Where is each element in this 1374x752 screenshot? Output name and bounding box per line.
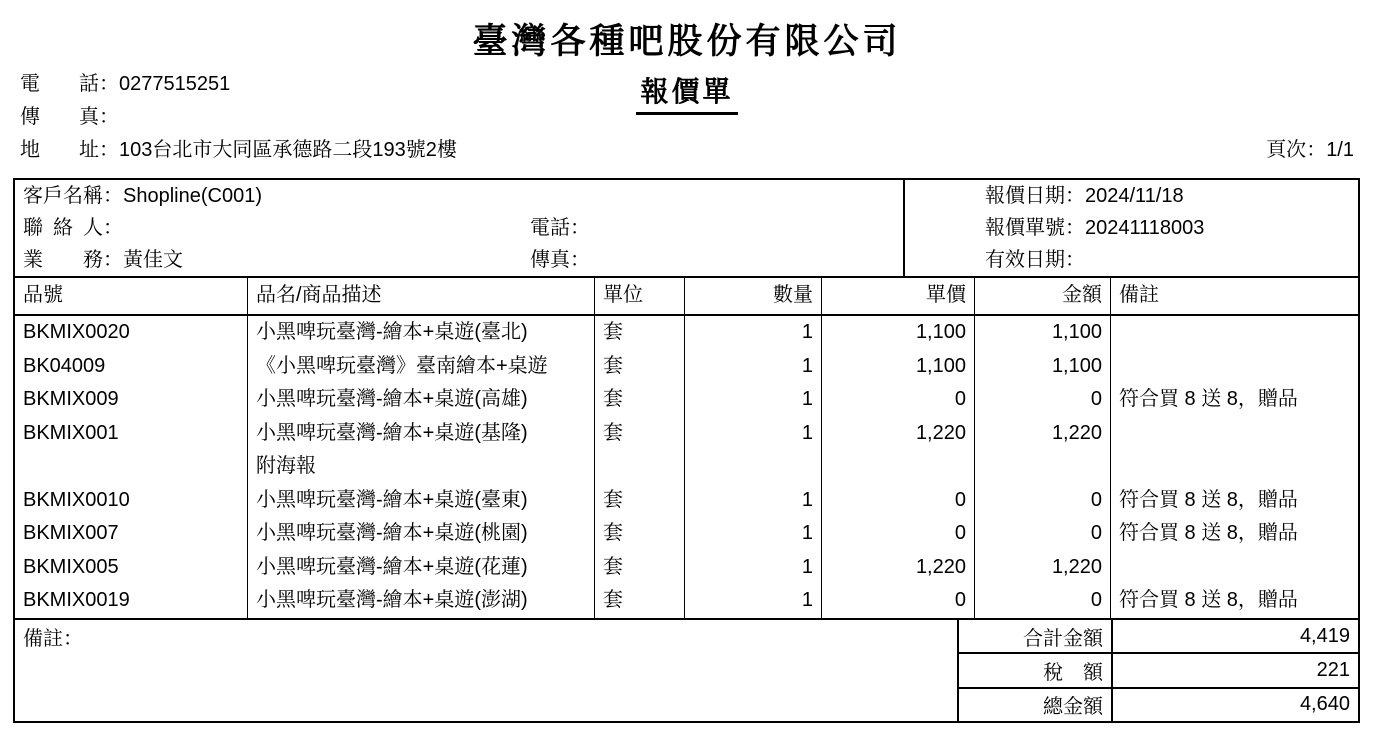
valid-date-row xyxy=(985,244,1204,276)
product-name-line1: 小黑啤玩臺灣-繪本+桌遊(桃園) xyxy=(256,522,528,544)
product-name-line1: 小黑啤玩臺灣-繪本+桌遊(臺東) xyxy=(256,488,528,511)
colon: ： xyxy=(570,217,590,239)
unit-price-cell: 0 xyxy=(822,484,975,518)
colon: ： xyxy=(63,628,83,650)
product-name-line1: 小黑啤玩臺灣-繪本+桌遊(臺北) xyxy=(256,321,528,343)
unit-price-cell: 1,100 xyxy=(822,350,975,384)
notes-box xyxy=(13,618,959,723)
product-name-cell xyxy=(248,517,595,551)
unit-cell: 套 xyxy=(595,417,685,484)
page-number-value: 1/1 xyxy=(1326,139,1354,161)
remark-cell: 符合買 8 送 8，贈品 xyxy=(1119,589,1298,611)
unit-cell: 套 xyxy=(595,517,685,551)
quote-no-row xyxy=(985,212,1204,244)
customer-name-label: 客戶名稱 xyxy=(23,185,103,207)
contact-label: 聯絡人 xyxy=(23,217,103,239)
quote-no-label: 報價單號 xyxy=(985,217,1065,239)
sales-value: 黃佳文 xyxy=(123,249,183,271)
product-name-line1: 小黑啤玩臺灣-繪本+桌遊(澎湖) xyxy=(256,589,528,611)
colon: ： xyxy=(103,185,123,207)
valid-date-label: 有效日期 xyxy=(985,249,1065,271)
notes-label: 備註 xyxy=(23,628,63,650)
colon: ： xyxy=(103,249,123,271)
product-name-line1: 小黑啤玩臺灣-繪本+桌遊(基隆) xyxy=(256,421,528,444)
qty-cell: 1 xyxy=(685,316,822,350)
qty-cell: 1 xyxy=(685,551,822,585)
colon: ： xyxy=(103,217,123,239)
amount-cell: 0 xyxy=(975,484,1111,518)
colon: ： xyxy=(99,73,119,95)
colon: ： xyxy=(1306,139,1327,161)
remark-cell xyxy=(1111,417,1358,484)
unit-price-cell: 0 xyxy=(822,383,975,417)
qty-cell: 1 xyxy=(685,417,822,484)
unit-cell: 套 xyxy=(595,316,685,350)
item-no-cell: BKMIX0020 xyxy=(15,316,248,350)
unit-price-cell: 1,100 xyxy=(822,316,975,350)
unit-cell: 套 xyxy=(595,551,685,585)
unit-price-cell: 1,220 xyxy=(822,551,975,585)
total-label: 總金額 xyxy=(959,689,1113,721)
col-header-qty: 數量 xyxy=(685,278,822,316)
company-address-label: 地址 xyxy=(20,139,99,161)
remark-cell xyxy=(1111,316,1358,350)
item-no-cell: BKMIX007 xyxy=(15,517,248,551)
product-name-cell xyxy=(248,316,595,350)
company-phone-line xyxy=(20,68,457,101)
total-row xyxy=(959,687,1358,721)
company-name: 臺灣各種吧股份有限公司 xyxy=(472,22,902,61)
qty-cell: 1 xyxy=(685,383,822,417)
document-title: 報價單 xyxy=(636,70,737,115)
company-address-line xyxy=(20,134,457,167)
product-name-line1: 小黑啤玩臺灣-繪本+桌遊(高雄) xyxy=(256,388,528,410)
product-name-cell xyxy=(248,417,595,484)
product-name-cell xyxy=(248,484,595,518)
remark-cell: 符合買 8 送 8，贈品 xyxy=(1119,488,1298,511)
subtotal-row xyxy=(959,620,1358,652)
total-value: 4,640 xyxy=(1299,693,1350,716)
unit-cell: 套 xyxy=(595,584,685,618)
tax-value: 221 xyxy=(1316,658,1350,681)
item-no-cell: BKMIX0010 xyxy=(15,484,248,518)
remark-cell: 符合買 8 送 8，贈品 xyxy=(1119,388,1298,410)
company-phone-label: 電話 xyxy=(20,73,99,95)
customer-info-box xyxy=(13,178,1360,278)
col-header-name: 品名/商品描述 xyxy=(248,278,595,316)
subtotal-value: 4,419 xyxy=(1299,624,1350,647)
qty-cell: 1 xyxy=(685,517,822,551)
company-address-value: 103台北市大同區承德路二段193號2樓 xyxy=(119,139,457,161)
remark-cell: 符合買 8 送 8，贈品 xyxy=(1119,522,1298,544)
company-info-block xyxy=(20,68,457,167)
customer-box-divider xyxy=(903,180,905,276)
col-header-remark: 備註 xyxy=(1111,278,1358,316)
amount-cell: 1,100 xyxy=(975,350,1111,384)
product-name-line1: 《小黑啤玩臺灣》臺南繪本+桌遊 xyxy=(256,354,548,377)
amount-cell: 0 xyxy=(975,383,1111,417)
unit-cell: 套 xyxy=(595,350,685,384)
unit-cell: 套 xyxy=(595,383,685,417)
product-name-cell xyxy=(248,383,595,417)
item-no-cell: BKMIX001 xyxy=(15,417,248,484)
company-fax-line xyxy=(20,101,457,134)
quote-meta-block xyxy=(985,180,1204,276)
item-no-cell: BK04009 xyxy=(15,350,248,384)
quote-date-value: 2024/11/18 xyxy=(1085,185,1184,207)
contact-phone xyxy=(530,212,590,244)
unit-price-cell: 0 xyxy=(822,584,975,618)
quote-date-row xyxy=(985,180,1204,212)
colon: ： xyxy=(99,139,119,161)
product-name-cell xyxy=(248,350,595,384)
amount-cell: 0 xyxy=(975,584,1111,618)
colon: ： xyxy=(1065,185,1085,207)
items-table xyxy=(13,276,1360,620)
col-header-amount: 金額 xyxy=(975,278,1111,316)
quote-no-value: 20241118003 xyxy=(1085,217,1205,239)
colon: ： xyxy=(1065,217,1085,239)
company-phone-value: 0277515251 xyxy=(119,73,231,95)
quote-date-label: 報價日期 xyxy=(985,185,1065,207)
remark-cell xyxy=(1111,350,1358,384)
qty-cell: 1 xyxy=(685,484,822,518)
colon: ： xyxy=(570,249,590,271)
colon: ： xyxy=(1065,249,1085,271)
col-header-unit-price: 單價 xyxy=(822,278,975,316)
unit-cell: 套 xyxy=(595,484,685,518)
amount-cell: 1,220 xyxy=(975,551,1111,585)
item-no-cell: BKMIX0019 xyxy=(15,584,248,618)
amount-cell: 1,220 xyxy=(975,417,1111,484)
tax-row xyxy=(959,652,1358,686)
product-name-line1: 小黑啤玩臺灣-繪本+桌遊(花蓮) xyxy=(256,555,528,578)
tax-label: 稅 額 xyxy=(959,654,1113,686)
amount-cell: 1,100 xyxy=(975,316,1111,350)
totals-box xyxy=(957,618,1360,723)
item-no-cell: BKMIX009 xyxy=(15,383,248,417)
product-name-cell xyxy=(248,584,595,618)
colon: ： xyxy=(99,106,119,128)
amount-cell: 0 xyxy=(975,517,1111,551)
customer-name-value: Shopline(C001) xyxy=(123,185,262,207)
col-header-unit: 單位 xyxy=(595,278,685,316)
contact-phone-label: 電話 xyxy=(530,217,570,239)
item-no-cell: BKMIX005 xyxy=(15,551,248,585)
page-number xyxy=(1266,134,1354,167)
company-fax-label: 傳真 xyxy=(20,106,99,128)
col-header-item-no: 品號 xyxy=(15,278,248,316)
subtotal-label: 合計金額 xyxy=(959,620,1113,652)
qty-cell: 1 xyxy=(685,350,822,384)
qty-cell: 1 xyxy=(685,584,822,618)
remark-cell xyxy=(1111,551,1358,585)
page-number-label: 頁次 xyxy=(1266,139,1307,161)
unit-price-cell: 1,220 xyxy=(822,417,975,484)
product-name-line2: 附海報 xyxy=(256,455,316,477)
contact-fax-label: 傳真 xyxy=(530,249,570,271)
unit-price-cell: 0 xyxy=(822,517,975,551)
contact-fax xyxy=(530,244,590,276)
product-name-cell xyxy=(248,551,595,585)
sales-label: 業務 xyxy=(23,249,103,271)
